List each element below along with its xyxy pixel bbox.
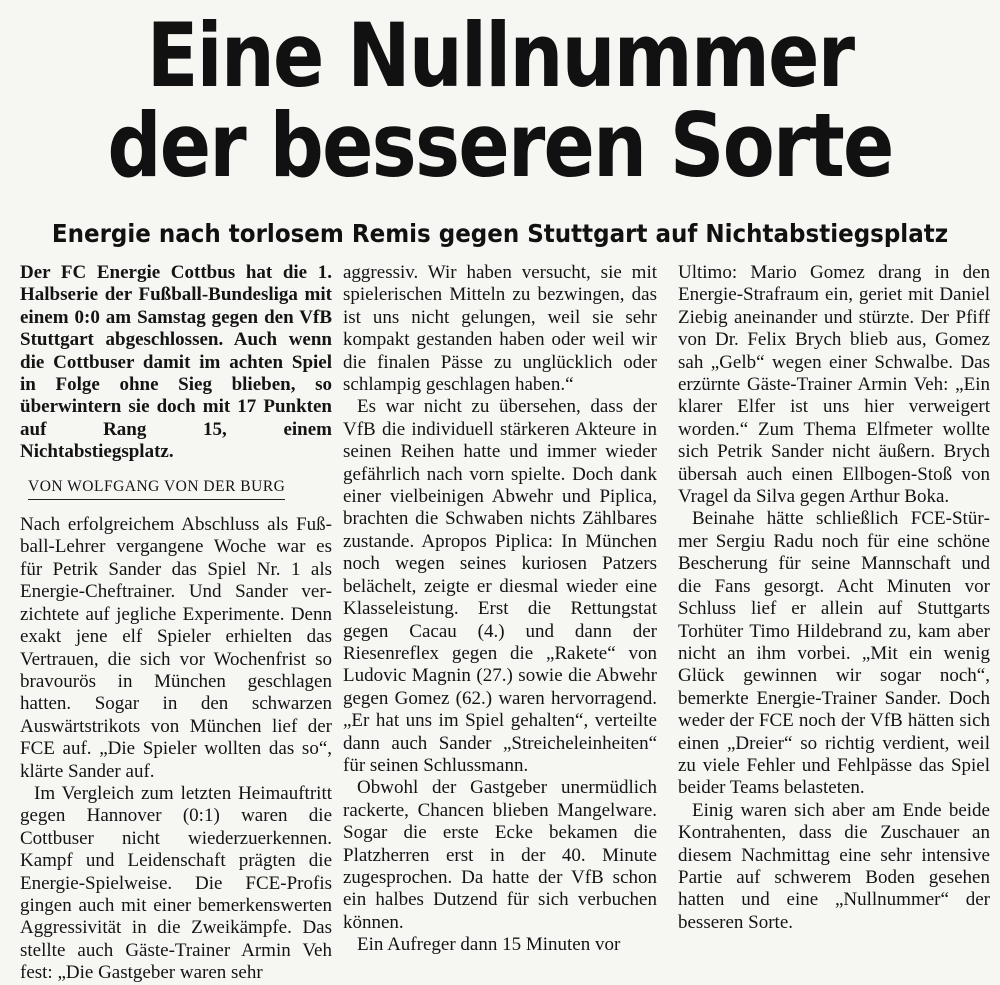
article-paragraph: Einig waren sich aber am Ende beide Kontrahenten, dass die Zuschauer an diesem Nachmittag eine sehr intensive Partie auf schwerem Boden gesehen hatten und eine „Nullnummer“ der besseren Sorte. (678, 799, 990, 933)
article-paragraph: Ein Aufreger dann 15 Minuten vor (357, 934, 621, 956)
headline-line-1: Eine Nullnummer (146, 4, 854, 107)
article-lead: Der FC Energie Cottbus hat die 1. Halbserie der Fußball-Bundesliga mit einem 0:0 am Samstag gegen den VfB Stuttgart abgeschlossen. Auch wenn die Cottbuser damit im achten Spiel in Folge ohne Sieg blieben, so überwintern sie doch mit 17 Punkten auf Rang 15, einem Nichtabstiegsplatz. (20, 262, 332, 463)
article-paragraph: aggressiv. Wir haben versucht, sie mit spielerischen Mitteln zu bezwingen, das ist uns nicht gelungen, weil sie sehr kompakt gestanden haben oder weil wir die finalen Pässe zu unglücklich oder schlampig geschlagen haben.“ (343, 262, 657, 396)
article-paragraph: Im Vergleich zum letzten Heimauftritt gegen Hannover (0:1) waren die Cottbuser nicht wiederzuerkennen. Kampf und Leidenschaft prägten die Energie-Spielweise. Die FCE-Profis gingen auch mit einer bemerkenswerten Aggressivität in die Zweikämpfe. Das stellte auch Gäste-Trainer Armin Veh fest: „Die Gastgeber waren sehr (20, 782, 332, 984)
article-column-2 (343, 262, 657, 957)
subheadline: Energie nach torlosem Remis gegen Stuttgart auf Nichtabstiegsplatz (51, 219, 949, 248)
article-paragraph: Es war nicht zu übersehen, dass der VfB die individuell stärkeren Akteure in seinen Reihen hatte und immer wieder gefährlich nach vorn spielte. Doch dank einer vielbeinigen Abwehr und Piplica, brachten die Schwaben nichts Zählbares zustande. Apropos Piplica: In München noch wegen seines kuriosen Patzers belächelt, zeigte er diesmal wieder eine Klasseleistung. Erst die Rettungstat gegen Cacau (4.) und dann der Riesenreflex gegen die „Rakete“ von Ludovic Magnin (27.) sowie die Abwehr gegen Gomez (62.) waren hervorragend. „Er hat uns im Spiel gehalten“, verteilte dann auch Sander „Streicheleinheiten“ für seinen Schlussmann. (343, 396, 657, 776)
article-paragraph: Nach erfolgreichem Abschluss als Fußball-Lehrer vergangene Woche war es für Petrik Sander das Spiel Nr. 1 als Energie-Cheftrainer. Und Sander verzichtete auf jegliche Experimente. Denn exakt jene elf Spieler erhielten das Vertrauen, die sich vor Wochenfrist so bravourös in München geschlagen hatten. Sogar in den schwarzen Auswärtstrikots von München lief der FCE auf. „Die Spieler wollten das so“, klärte Sander auf. (20, 514, 332, 782)
article-paragraph: Ultimo: Mario Gomez drang in den Energie-Strafraum ein, geriet mit Daniel Ziebig aneinander und stürzte. Der Pfiff von Dr. Felix Brych blieb aus, Gomez sah „Gelb“ wegen einer Schwalbe. Das erzürnte Gäste-Trainer Armin Veh: „Ein klarer Elfer ist uns hier verweigert worden.“ Zum Thema Elfmeter wollte sich Petrik Sander nicht äußern. Brych übersah auch einen Ellbogen-Stoß von Vragel da Silva gegen Arthur Boka. (678, 262, 990, 508)
article-column-1 (20, 262, 332, 985)
byline: VON WOLFGANG VON DER BURG (28, 476, 285, 500)
article-paragraph: Beinahe hätte schließlich FCE-Stürmer Sergiu Radu noch für eine schöne Bescherung für seine Mannschaft und die Fans gesorgt. Acht Minuten vor Schluss lief er allein auf Stuttgarts Torhüter Timo Hildebrand zu, kam aber nicht an ihm vorbei. „Mit ein wenig Glück gewinnen wir sogar noch“, bemerkte Energie-Trainer Sander. Doch weder der FCE noch der VfB hätten sich einen „Dreier“ so richtig verdient, weil zu viele Fehler und Fehlpässe das Spiel beider Teams belasteten. (678, 508, 990, 799)
article-paragraph: Obwohl der Gastgeber unermüdlich rackerte, Chancen blieben Mangelware. Sogar die erste Ecke bekamen die Platzherren erst in der 40. Minute zugesprochen. Da hatte der VfB schon ein halbes Dutzend für sich verbuchen können. (343, 777, 657, 933)
headline-line-2: der besseren Sorte (107, 94, 893, 197)
article-column-3 (678, 262, 990, 934)
